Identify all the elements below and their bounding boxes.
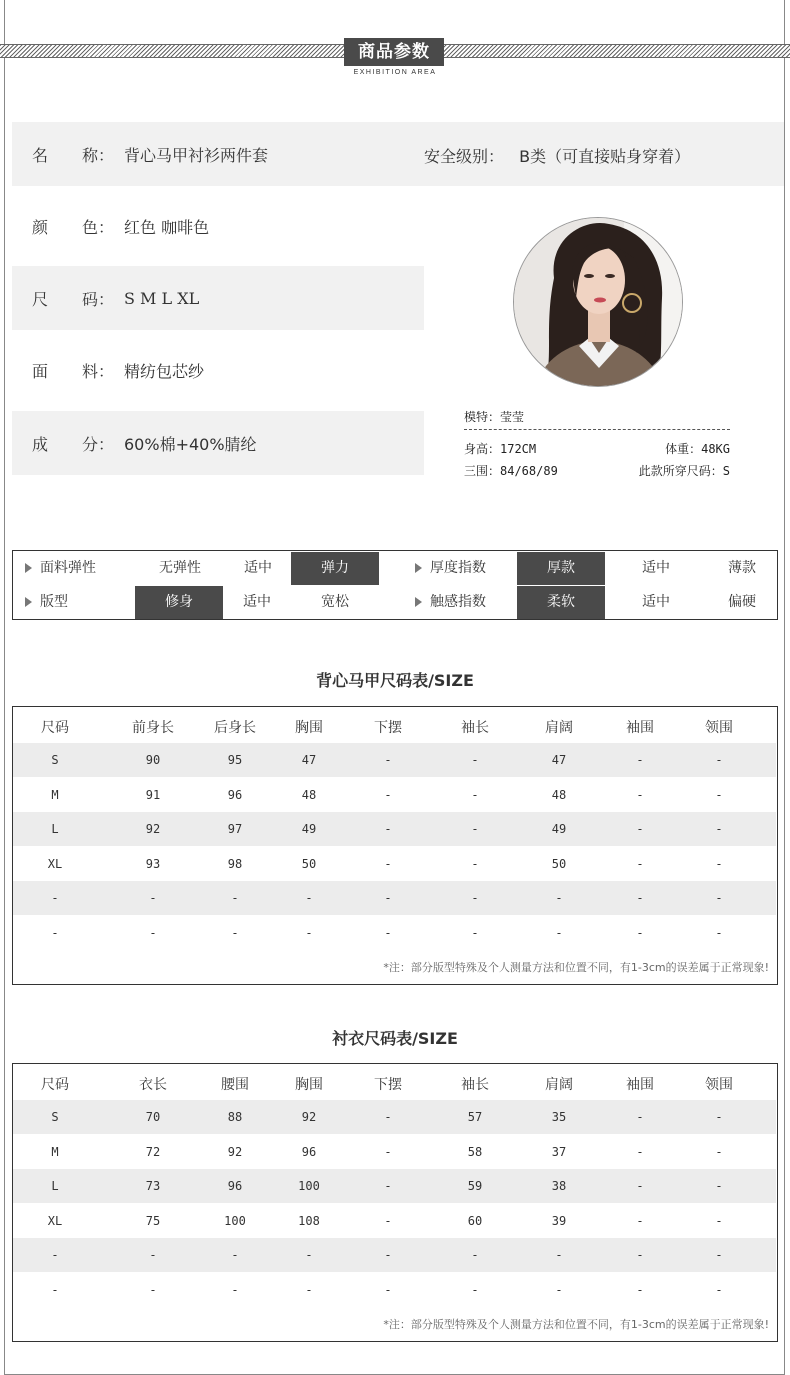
feature-option: 适中 (243, 594, 271, 610)
table-cell: S (51, 753, 59, 767)
table-row (13, 847, 776, 881)
table-cell: - (636, 1282, 644, 1297)
table-cell: 60 (467, 1213, 483, 1228)
table-header-cell: 袖长 (461, 720, 489, 736)
table-cell: - (715, 1213, 723, 1228)
table-cell: - (636, 1144, 644, 1159)
table-header-cell: 尺码 (41, 1077, 69, 1093)
table-cell: - (305, 1248, 313, 1262)
table-cell: 75 (145, 1213, 161, 1228)
table-cell: 58 (467, 1144, 483, 1159)
table-cell: - (305, 925, 313, 940)
table-cell: - (555, 1282, 563, 1297)
table-cell: - (636, 822, 644, 836)
table-cell: 37 (551, 1144, 567, 1159)
model-measurements: 三围：84/68/89 (464, 464, 558, 478)
triangle-icon (25, 563, 32, 573)
table-cell: - (384, 1179, 392, 1193)
table-cell: XL (47, 856, 63, 871)
table-header-cell: 领围 (705, 720, 733, 736)
table-cell: 92 (145, 822, 161, 836)
fabric-label-a: 面 (32, 361, 49, 381)
table-header-cell: 胸围 (295, 720, 323, 736)
feature-thickness-label: 厚度指数 (430, 560, 486, 576)
comp-label-a: 成 (32, 434, 49, 454)
table-cell: M (51, 1144, 59, 1159)
model-divider (464, 429, 730, 430)
table-cell: - (51, 925, 59, 940)
table-cell: 100 (224, 1213, 246, 1228)
table-cell: - (636, 856, 644, 871)
table-cell: - (384, 891, 392, 905)
vest-table-title: 背心马甲尺码表/SIZE (316, 671, 474, 690)
table-cell: 98 (227, 856, 243, 871)
size-label-a: 尺 (32, 289, 49, 309)
feature-option-selected: 柔软 (517, 586, 605, 619)
safety-label: 安全级别： (424, 147, 505, 166)
table-cell: - (471, 1248, 479, 1262)
table-cell: - (149, 1248, 157, 1262)
table-cell: - (555, 891, 563, 905)
color-label-b: 色： (82, 217, 115, 237)
comp-label-b: 分： (82, 434, 115, 454)
table-cell: 48 (301, 787, 317, 802)
table-cell: - (636, 925, 644, 940)
table-cell: - (384, 1282, 392, 1297)
table-cell: - (384, 1248, 392, 1262)
size-label-b: 码： (82, 289, 115, 309)
table-cell: - (51, 1282, 59, 1297)
table-cell: - (149, 891, 157, 905)
table-header-row (13, 711, 776, 745)
table-cell: 47 (301, 753, 317, 767)
table-cell: - (305, 891, 313, 905)
table-cell: - (715, 787, 723, 802)
table-cell: 96 (227, 1179, 243, 1193)
model-size: 此款所穿尺码：S (638, 464, 730, 478)
table-cell: 48 (551, 787, 567, 802)
table-cell: 57 (467, 1110, 483, 1124)
table-cell: - (384, 925, 392, 940)
feature-fit-head (13, 586, 135, 619)
table-cell: - (636, 787, 644, 802)
table-cell: 88 (227, 1110, 243, 1124)
feature-option: 薄款 (728, 560, 756, 576)
feature-touch-label: 触感指数 (430, 594, 486, 610)
triangle-icon (25, 597, 32, 607)
table-header-cell: 后身长 (214, 720, 256, 736)
table-row (13, 1100, 776, 1134)
feature-elasticity-head (13, 552, 135, 585)
fabric-label-b: 料： (82, 361, 115, 381)
table-note: *注：部分版型特殊及个人测量方法和位置不同，有1-3cm的误差属于正常现象! (383, 1318, 769, 1331)
table-cell: 96 (227, 787, 243, 802)
table-cell: S (51, 1110, 59, 1124)
table-cell: - (149, 925, 157, 940)
safety-level (424, 144, 690, 167)
table-cell: - (715, 891, 723, 905)
table-cell: - (471, 925, 479, 940)
table-cell: - (384, 787, 392, 802)
info-row-color (12, 194, 424, 258)
section-subtitle: EXHIBITION AREA (353, 69, 437, 76)
table-header-cell: 腰围 (221, 1077, 249, 1093)
table-cell: - (555, 1248, 563, 1262)
table-cell: - (231, 925, 239, 940)
model-stats-line-2 (464, 462, 730, 479)
table-cell: - (636, 891, 644, 905)
table-cell: 91 (145, 787, 161, 802)
table-header-cell: 肩阔 (545, 720, 573, 736)
table-cell: 47 (551, 753, 567, 767)
table-cell: - (636, 1248, 644, 1262)
name-label-a: 名 (32, 145, 49, 165)
table-cell: - (384, 1213, 392, 1228)
table-cell: - (715, 925, 723, 940)
table-cell: - (471, 856, 479, 871)
feature-option-selected: 弹力 (291, 552, 379, 585)
table-cell: - (715, 1179, 723, 1193)
table-cell: 93 (145, 856, 161, 871)
table-header-cell: 袖围 (626, 1077, 654, 1093)
shirt-size-table (12, 1063, 778, 1342)
table-cell: - (715, 1110, 723, 1124)
info-row-composition (12, 411, 424, 475)
table-cell: 92 (301, 1110, 317, 1124)
table-header-cell: 下摆 (374, 1077, 402, 1093)
table-cell: - (231, 891, 239, 905)
table-cell: - (149, 1282, 157, 1297)
table-cell: - (471, 753, 479, 767)
table-cell: - (715, 1144, 723, 1159)
table-cell: - (471, 787, 479, 802)
table-row (13, 916, 776, 950)
table-cell: - (636, 1110, 644, 1124)
table-cell: - (715, 753, 723, 767)
triangle-icon (415, 563, 422, 573)
table-cell: - (384, 1144, 392, 1159)
feature-elasticity-label: 面料弹性 (40, 560, 96, 576)
table-cell: XL (47, 1213, 63, 1228)
table-cell: - (384, 1110, 392, 1124)
table-row (13, 1169, 776, 1203)
vest-size-table (12, 706, 778, 985)
table-header-cell: 尺码 (41, 720, 69, 736)
table-cell: 70 (145, 1110, 161, 1124)
section-title: 商品参数 (344, 38, 444, 66)
table-cell: 96 (301, 1144, 317, 1159)
table-header-cell: 衣长 (139, 1077, 167, 1093)
table-cell: - (384, 822, 392, 836)
table-cell: - (384, 753, 392, 767)
feature-option: 无弹性 (159, 560, 201, 576)
table-cell: - (715, 1248, 723, 1262)
table-cell: - (471, 891, 479, 905)
table-note: *注：部分版型特殊及个人测量方法和位置不同，有1-3cm的误差属于正常现象! (383, 961, 769, 974)
table-cell: 108 (298, 1213, 320, 1228)
model-stats-line-1 (464, 440, 730, 457)
color-label-a: 颜 (32, 217, 49, 237)
feature-option: 适中 (642, 594, 670, 610)
table-row (13, 881, 776, 915)
table-cell: 97 (227, 822, 243, 836)
table-header-cell: 前身长 (132, 720, 174, 736)
table-header-cell: 下摆 (374, 720, 402, 736)
model-avatar (513, 217, 683, 387)
name-label-b: 称： (82, 145, 115, 165)
feature-thickness-head (403, 552, 517, 585)
feature-option: 适中 (244, 560, 272, 576)
table-cell: 92 (227, 1144, 243, 1159)
feature-option: 适中 (642, 560, 670, 576)
table-cell: 90 (145, 753, 161, 767)
table-row (13, 1238, 776, 1272)
table-cell: - (636, 1179, 644, 1193)
comp-value: 60%棉+40%腈纶 (124, 434, 257, 454)
table-cell: 49 (301, 822, 317, 836)
table-cell: 35 (551, 1110, 567, 1124)
table-cell: 100 (298, 1179, 320, 1193)
table-cell: - (715, 822, 723, 836)
shirt-table-title: 衬衣尺码表/SIZE (332, 1029, 458, 1048)
table-row (13, 778, 776, 812)
table-cell: 73 (145, 1179, 161, 1193)
table-header-cell: 肩阔 (545, 1077, 573, 1093)
table-header-cell: 胸围 (295, 1077, 323, 1093)
table-header-cell: 袖长 (461, 1077, 489, 1093)
table-cell: - (636, 1213, 644, 1228)
table-cell: - (305, 1282, 313, 1297)
feature-fit-label: 版型 (40, 594, 68, 610)
table-cell: 95 (227, 753, 243, 767)
table-cell: 59 (467, 1179, 483, 1193)
info-row-size (12, 266, 424, 330)
table-cell: - (715, 1282, 723, 1297)
size-value: S M L XL (124, 288, 200, 308)
table-row (13, 1204, 776, 1238)
feature-grid (12, 550, 778, 620)
table-cell: - (471, 1282, 479, 1297)
model-height: 身高：172CM (464, 442, 537, 456)
table-cell: - (471, 822, 479, 836)
table-row (13, 1273, 776, 1307)
table-cell: 38 (551, 1179, 567, 1193)
table-cell: - (231, 1282, 239, 1297)
table-cell: - (384, 856, 392, 871)
table-row (13, 812, 776, 846)
triangle-icon (415, 597, 422, 607)
table-cell: - (51, 1248, 59, 1262)
feature-option-selected: 修身 (135, 586, 223, 619)
table-row (13, 743, 776, 777)
model-weight: 体重：48KG (665, 442, 730, 456)
table-cell: - (555, 925, 563, 940)
table-header-cell: 袖围 (626, 720, 654, 736)
table-cell: - (636, 753, 644, 767)
name-value: 背心马甲衬衫两件套 (124, 145, 269, 165)
table-cell: 50 (551, 856, 567, 871)
model-name: 模特：莹莹 (464, 410, 525, 424)
table-cell: 39 (551, 1213, 567, 1228)
feature-touch-head (403, 586, 517, 619)
table-row (13, 1135, 776, 1169)
table-cell: 50 (301, 856, 317, 871)
feature-option: 宽松 (321, 594, 349, 610)
table-cell: 72 (145, 1144, 161, 1159)
info-row-fabric (12, 338, 424, 402)
feature-option-selected: 厚款 (517, 552, 605, 585)
table-cell: L (51, 1179, 59, 1193)
table-header-row (13, 1068, 776, 1102)
color-value: 红色 咖啡色 (124, 217, 210, 237)
table-cell: - (51, 891, 59, 905)
feature-option: 偏硬 (728, 594, 756, 610)
table-cell: L (51, 822, 59, 836)
table-cell: M (51, 787, 59, 802)
table-cell: - (715, 856, 723, 871)
safety-value: B类（可直接贴身穿着） (519, 147, 691, 166)
fabric-value: 精纺包芯纱 (124, 361, 205, 381)
table-cell: 49 (551, 822, 567, 836)
table-header-cell: 领围 (705, 1077, 733, 1093)
table-cell: - (231, 1248, 239, 1262)
